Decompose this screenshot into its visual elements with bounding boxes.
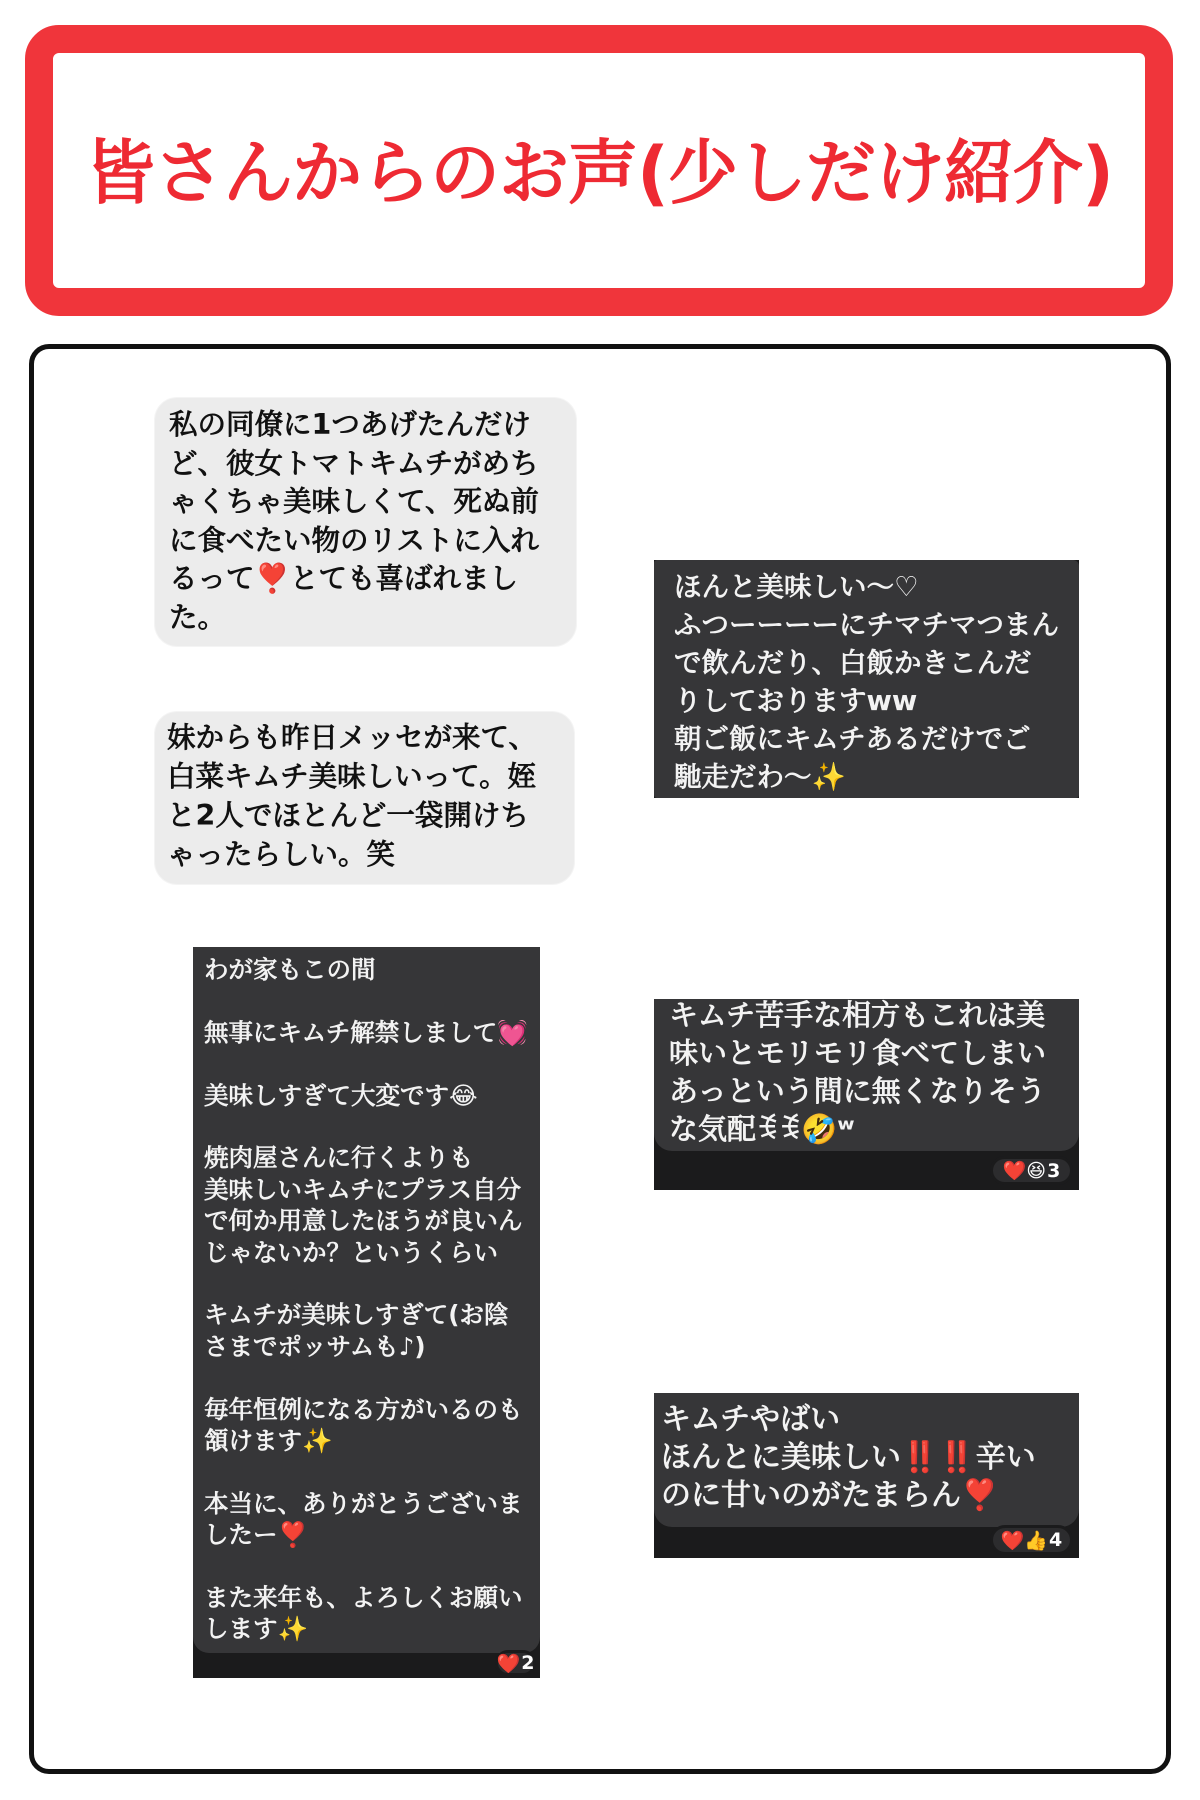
message-line: します✨ bbox=[204, 1614, 309, 1644]
message-paragraph bbox=[204, 1488, 540, 1551]
message-paragraph bbox=[204, 1394, 540, 1457]
testimonial-bubble bbox=[155, 398, 576, 646]
message-paragraph bbox=[204, 1017, 540, 1048]
message-line: 美味しいキムチにプラス自分 bbox=[204, 1174, 522, 1204]
testimonial-screenshot bbox=[193, 947, 540, 1678]
message-line: に食べたい物のリストに入れ bbox=[169, 523, 539, 557]
reaction-badge bbox=[495, 1650, 536, 1676]
message-line: ゃったらしい。笑 bbox=[167, 838, 396, 871]
reaction-count: 3 bbox=[1047, 1159, 1061, 1182]
message-bubble bbox=[654, 1393, 1079, 1527]
message-line: 朝ご飯にキムチあるだけでご bbox=[674, 723, 1031, 756]
page-title: 皆さんからのお声(少しだけ紹介) bbox=[85, 132, 1113, 214]
message-line: 本当に、ありがとうございま bbox=[204, 1488, 523, 1518]
message-paragraph bbox=[204, 954, 540, 985]
message-line: 白菜キムチ美味しいって。姪 bbox=[167, 760, 537, 793]
message-line: ほんと美味しい〜♡ bbox=[674, 571, 919, 603]
message-line: 私の同僚に1つあげたんだけ bbox=[169, 408, 531, 441]
reaction-emoji: ❤️😆 bbox=[1002, 1160, 1047, 1182]
reaction-emoji: ❤️👍 bbox=[1000, 1529, 1049, 1552]
message-line: で飲んだり、白飯かきこんだ bbox=[674, 647, 1032, 680]
message-line: 焼肉屋さんに行くよりも bbox=[204, 1143, 474, 1173]
message-paragraph bbox=[204, 1142, 540, 1268]
message-line: 馳走だわ〜✨ bbox=[674, 761, 846, 794]
message-bubble bbox=[654, 560, 1079, 798]
message-line: キムチ苦手な相方もこれは美 bbox=[669, 999, 1046, 1032]
message-line: 味いとモリモリ食べてしまい bbox=[669, 1036, 1047, 1070]
reaction-badge bbox=[990, 1156, 1073, 1185]
message-line: キムチが美味しすぎて(お陰 bbox=[204, 1300, 509, 1330]
reaction-emoji: ❤️ bbox=[496, 1652, 521, 1675]
message-line: あっという間に無くなりそう bbox=[669, 1074, 1046, 1108]
message-line: ふつーーーーにチマチマつまん bbox=[674, 609, 1059, 642]
message-line: と2人でほとんど一袋開けち bbox=[167, 799, 529, 832]
message-bubble bbox=[193, 947, 540, 1653]
message-line: さまでポッサムも♪) bbox=[204, 1331, 426, 1361]
title-banner bbox=[25, 25, 1173, 316]
message-line: キムチやばい bbox=[661, 1402, 841, 1437]
message-line: 美味しすぎて大変です😂 bbox=[204, 1080, 478, 1110]
message-bubble bbox=[654, 999, 1079, 1151]
testimonial-screenshot bbox=[654, 560, 1079, 798]
message-line: で何か用意したほうが良いん bbox=[204, 1206, 523, 1236]
message-line: のに甘いのがたまらん❣️ bbox=[661, 1478, 999, 1513]
message-line: るって❣️とても喜ばれまし bbox=[169, 562, 518, 596]
message-line: な気配ꉂꉂ🤣ʷ bbox=[669, 1112, 855, 1146]
message-line: 妹からも昨日メッセが来て、 bbox=[167, 721, 537, 754]
message-line: じゃないか？というくらい bbox=[204, 1237, 498, 1267]
message-line: また来年も、よろしくお願い bbox=[204, 1583, 523, 1613]
message-paragraph bbox=[204, 1582, 540, 1645]
message-line: 毎年恒例になる方がいるのも bbox=[204, 1394, 523, 1424]
message-line: ほんとに美味しい‼️‼️辛い bbox=[661, 1440, 1036, 1475]
message-line: りしておりますww bbox=[674, 685, 918, 718]
message-line: ど、彼女トマトキムチがめち bbox=[169, 446, 539, 480]
reaction-count: 2 bbox=[521, 1652, 535, 1674]
testimonial-bubble bbox=[155, 712, 574, 884]
message-line: ゃくちゃ美味しくて、死ぬ前 bbox=[169, 485, 539, 519]
testimonial-screenshot bbox=[654, 1393, 1079, 1558]
message-line: た。 bbox=[169, 600, 227, 634]
message-line: したー❣️ bbox=[204, 1520, 309, 1550]
reaction-badge bbox=[990, 1525, 1073, 1555]
reaction-count: 4 bbox=[1049, 1529, 1063, 1551]
message-line: 頷けます✨ bbox=[204, 1426, 333, 1456]
message-line: 無事にキムチ解禁しまして💓 bbox=[204, 1017, 528, 1047]
message-line: わが家もこの間 bbox=[204, 955, 376, 984]
testimonial-screenshot bbox=[654, 999, 1079, 1190]
message-paragraph bbox=[204, 1299, 540, 1362]
message-paragraph bbox=[204, 1080, 540, 1111]
